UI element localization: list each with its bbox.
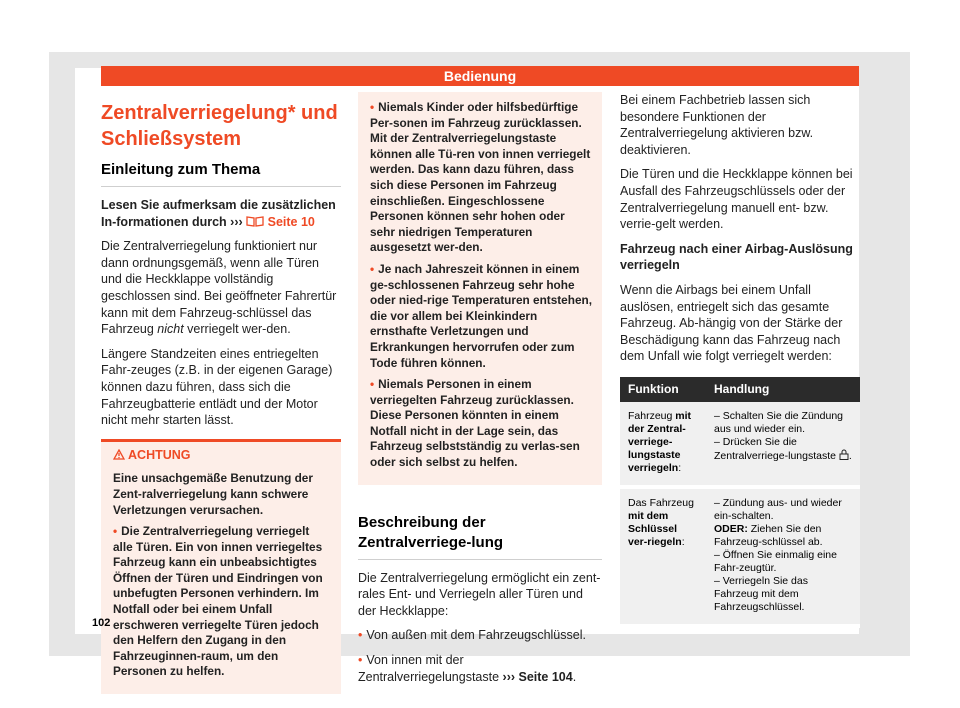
row2-step-2: [714, 523, 852, 549]
page-title: Zentralverriegelung* und Schließsystem: [101, 102, 338, 150]
lock-procedure-table: [620, 377, 860, 628]
intro-paragraph: [101, 197, 341, 230]
bullet-icon: •: [370, 100, 375, 114]
warning-triangle-icon: [113, 448, 125, 462]
warning-paragraph-2: [113, 524, 331, 680]
paragraph-manual-lock: Die Türen und die Heckklappe können bei Ausfall des Fahrzeugschlüssels oder der Zentralverriegelung manuell ent- bzw. verrie-gelt werden.: [620, 167, 853, 232]
row1-f-bold: mit der Zentral-verriege-lungstaste verriegeln: [628, 409, 692, 474]
section-header: Bedienung: [101, 66, 859, 86]
p1-text-b: verriegelt wer-den.: [183, 322, 291, 337]
intro-text: Lesen Sie aufmerksam die zusätzlichen In-formationen durch ›››: [101, 198, 336, 229]
table-row: [620, 487, 860, 626]
table-header-handlung: Handlung: [706, 377, 860, 402]
column-1: [101, 92, 341, 694]
bullet-icon: •: [370, 261, 375, 276]
row1-step-2-end: .: [848, 449, 852, 462]
row1-step-2-text: – Drücken Sie die Zentralverriege-lungstaste: [714, 435, 836, 462]
page-104-link[interactable]: ››› Seite 104: [502, 669, 573, 684]
warning-item-3: [370, 377, 592, 471]
table-cell-function: [620, 487, 706, 626]
row2-oder: ODER:: [714, 522, 748, 535]
page-reference-link[interactable]: Seite 10: [267, 214, 315, 229]
row1-step-1: – Schalten Sie die Zündung aus und wieder ein.: [714, 409, 844, 435]
row1-step-2: [714, 436, 852, 463]
row2-f-post: :: [681, 535, 685, 548]
paragraph-special-functions: Bei einem Fachbetrieb lassen sich besondere Funktionen der Zentralverriegelung aktivieren bzw. deaktivieren.: [620, 93, 814, 157]
bullet-icon: •: [113, 524, 118, 539]
bullet-icon: •: [358, 653, 363, 668]
section-subtitle: Einleitung zum Thema: [101, 160, 341, 187]
warning-p2-text: Die Zentralverriegelung verriegelt alle Türen. Ein von innen verriegeltes Fahrzeug kann ein unbeabsichtigtes Öffnen der Türen und Eindringen von unbefugten Personen verhindern. Im Notfall oder bei einem Unfall erschweren verriegelte Türen jedoch den Helfern den Zugang in den Fahrzeuginnen-raum, um den Personen zu helfen.: [113, 524, 323, 679]
list-item: [358, 627, 602, 644]
warning-paragraph-1: Eine unsachgemäße Benutzung der Zent-ralverriegelung kann schwere Verletzungen verursachen.: [113, 471, 313, 517]
row2-step-2-text: Ziehen Sie den Fahrzeug-schlüssel ab.: [714, 522, 823, 548]
warning-box-continued: [358, 92, 602, 485]
book-icon: [246, 215, 267, 229]
bullet-icon: •: [370, 377, 375, 392]
warning-item-3-text: Niemals Personen in einem verriegelten Fahrzeug zurücklassen. Diese Personen könnten in einem Notfall nicht in der Lage sein, das Fahrzeug selbstständig zu verlas-sen oder sich selbst zu helfen.: [370, 377, 580, 470]
list-item: [358, 652, 602, 685]
p1-text-a: Die Zentralverriegelung funktioniert nur dann ordnungsgemäß, wenn alle Türen und die Heckklappe vollständig geschlossen sind. Bei geöffneter Fahrertür kann mit dem Fahrzeug-schlüssel das Fahrzeug: [101, 239, 337, 337]
warning-box: [101, 439, 341, 694]
row2-f-pre: Das Fahrzeug: [628, 496, 694, 509]
page-number: 102: [92, 617, 111, 629]
warning-item-1: [370, 100, 592, 256]
list-item-2-end: .: [572, 669, 577, 684]
row1-f-pre: Fahrzeug: [628, 409, 676, 422]
row2-step-3: – Öffnen Sie einmalig eine Fahr-zeugtür.: [714, 548, 837, 574]
description-paragraph: Die Zentralverriegelung ermöglicht ein zent-rales Ent- und Verriegeln aller Türen und der Heckklappe:: [358, 570, 601, 618]
list-item-2-text: Von innen mit der Zentralverriegelungstaste: [358, 653, 500, 684]
p1-italic: nicht: [157, 322, 184, 337]
warning-item-1-text: Niemals Kinder oder hilfsbedürftige Per-sonen im Fahrzeug zurücklassen. Mit der Zentralverriegelungstaste können alle Tü-ren von innen verriegelt werden. Das kann dazu führen, dass sich diese Personen im Fahrzeug einschließen. Eingeschlossene Personen können sehr hohen oder sehr niedrigen Temperaturen ausgesetzt wer-den.: [370, 100, 591, 255]
section-heading: Beschreibung der Zentralverriege-lung: [358, 513, 602, 560]
warning-item-2-text: Je nach Jahreszeit können in einem ge-schlossenen Fahrzeug sehr hohe oder nied-rige Temperaturen entstehen, die vor allem bei Kleinkindern ernsthafte Verletzungen und Erkrankungen hervorrufen oder zum Tode führen können.: [370, 261, 592, 370]
warning-item-2: [370, 262, 592, 371]
row1-f-post: :: [678, 461, 682, 474]
table-cell-action: [706, 487, 860, 626]
row2-f-bold: mit dem Schlüssel ver-riegeln: [628, 509, 682, 548]
bullet-icon: •: [358, 628, 363, 643]
paragraph-2: Längere Standzeiten eines entriegelten Fahr-zeuges (z.B. in der eigenen Garage) können dazu führen, dass sich die Fahrzeugbatterie entlädt und der Motor nicht mehr starten lässt.: [101, 346, 333, 428]
paragraph-1: [101, 238, 341, 338]
warning-heading: [113, 448, 331, 464]
table-header-row: [620, 377, 860, 402]
paragraph-airbag: Wenn die Airbags bei einem Unfall auslösen, entriegelt sich das gesamte Fahrzeug. Ab-hängig von der Stärke der Beschädigung kann das Fahrzeug nach dem Unfall wie folgt verriegelt werden:: [620, 282, 843, 364]
table-cell-action: [706, 402, 860, 487]
warning-heading-text: ACHTUNG: [128, 447, 191, 462]
airbag-subheading: Fahrzeug nach einer Airbag-Auslösung verriegeln: [620, 241, 853, 273]
lock-icon: [839, 450, 849, 462]
table-row: [620, 402, 860, 487]
list-item-1-text: Von außen mit dem Fahrzeugschlüssel.: [366, 628, 586, 643]
row2-step-4: – Verriegeln Sie das Fahrzeug mit dem Fahrzeugschlüssel.: [714, 574, 808, 613]
table-header-funktion: Funktion: [620, 377, 706, 402]
column-2: [358, 92, 602, 693]
row2-step-1: – Zündung aus- und wieder ein-schalten.: [714, 496, 842, 522]
column-3: [620, 92, 860, 628]
table-cell-function: [620, 402, 706, 487]
